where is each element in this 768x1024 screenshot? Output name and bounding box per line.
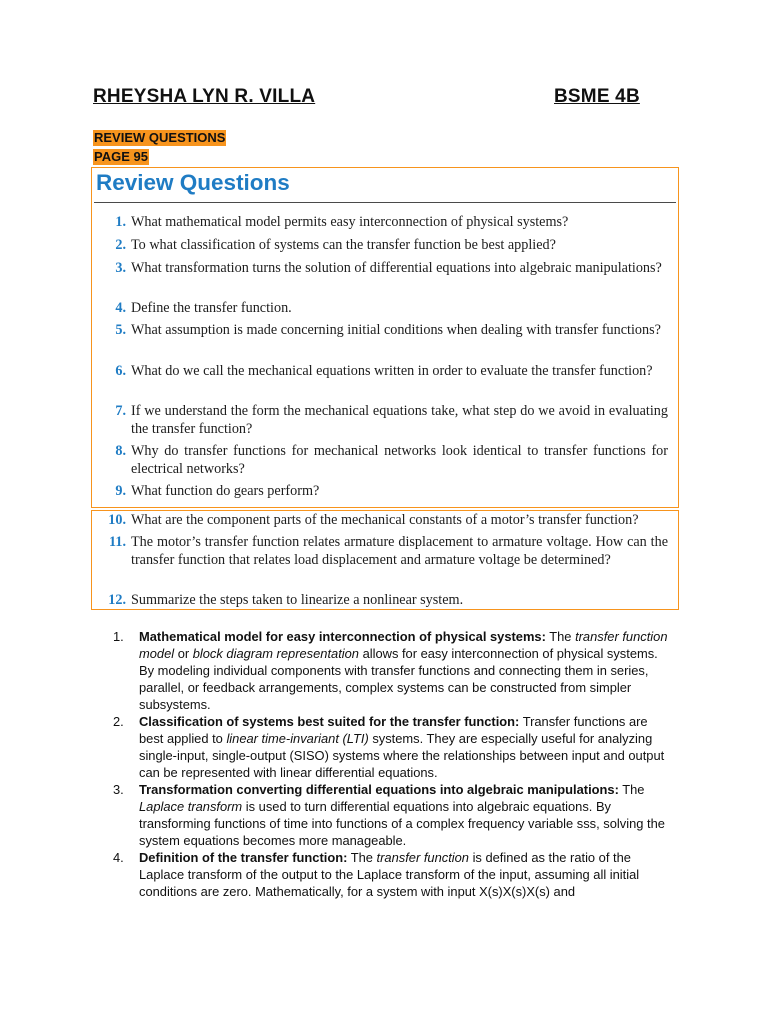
question-number: 11. [109, 534, 126, 550]
question-number: 10. [108, 512, 126, 528]
question-number: 6. [115, 363, 126, 379]
question-number: 8. [115, 443, 126, 459]
title-divider [94, 202, 676, 203]
question-text: What assumption is made concerning initial conditions when dealing with transfer functions? [131, 322, 661, 338]
answer-heading: Transformation converting differential equations into algebraic manipulations: [139, 782, 619, 797]
answer-heading: Classification of systems best suited for the transfer function: [139, 714, 520, 729]
question-item [102, 213, 668, 231]
question-number: 9. [115, 483, 126, 499]
question-text: The motor’s transfer function relates armature displacement to armature voltage. How can the transfer function that relates load displacement and armature voltage be determined? [131, 534, 668, 568]
answer-heading: Mathematical model for easy interconnection of physical systems: [139, 629, 546, 644]
question-item [102, 591, 668, 609]
question-text: What do we call the mechanical equations written in order to evaluate the transfer function? [131, 363, 653, 379]
section-label: BSME 4B [554, 86, 640, 107]
answer-body: Transformation converting differential equations into algebraic manipulations: The Laplace transform is used to turn differential equations into algebraic equations. By transforming functions of time into functions of a complex frequency variable sss, solving the system equations becomes more manageable. [139, 782, 665, 848]
question-text: What function do gears perform? [131, 483, 320, 499]
question-number: 1. [115, 214, 126, 230]
answer-item [113, 713, 675, 781]
question-text: Define the transfer function. [131, 300, 292, 316]
question-item [102, 236, 668, 254]
question-text: To what classification of systems can the transfer function be best applied? [131, 237, 556, 253]
question-number: 4. [115, 300, 126, 316]
question-item [102, 362, 668, 380]
question-item [102, 259, 668, 277]
question-item [102, 299, 668, 317]
answer-item [113, 781, 675, 849]
question-number: 7. [115, 403, 126, 419]
question-number: 2. [115, 237, 126, 253]
page-tag: PAGE 95 [94, 149, 148, 164]
review-questions-box-continued [91, 510, 679, 610]
question-item [102, 511, 668, 529]
answer-body: Definition of the transfer function: The transfer function is defined as the ratio of the Laplace transform of the output to the Laplace transform of the input, assuming all initial conditions are zero. Mathematically, for a system with input X(s)X(s)X(s) and [139, 850, 640, 899]
review-questions-box [91, 167, 679, 508]
student-name: RHEYSHA LYN R. VILLA [93, 86, 316, 107]
answer-heading: Definition of the transfer function: [139, 850, 348, 865]
review-questions-tag: REVIEW QUESTIONS [94, 130, 226, 145]
question-item [102, 321, 668, 339]
question-text: Summarize the steps taken to linearize a nonlinear system. [131, 592, 464, 608]
answer-number: 2. [113, 714, 124, 729]
answer-item [113, 628, 675, 713]
answer-item [113, 849, 675, 900]
question-number: 12. [108, 592, 126, 608]
header-line [93, 86, 649, 108]
question-text: What transformation turns the solution of differential equations into algebraic manipulations? [131, 260, 662, 276]
question-text: If we understand the form the mechanical equations take, what step do we avoid in evaluating the transfer function? [131, 403, 668, 437]
answer-body: Mathematical model for easy interconnection of physical systems: The transfer function model or block diagram representation allows for easy interconnection of physical systems. By modeling individual components with transfer functions and connecting them in series, parallel, or feedback arrangements, complex systems can be constructed from simpler subsystems. [139, 629, 668, 712]
review-box-title: Review Questions [96, 170, 290, 195]
answer-number: 1. [113, 629, 124, 644]
question-text: Why do transfer functions for mechanical networks look identical to transfer functions for electrical networks? [131, 443, 668, 477]
question-item [102, 402, 668, 438]
question-text: What are the component parts of the mechanical constants of a motor’s transfer function? [131, 512, 639, 528]
question-number: 5. [115, 322, 126, 338]
question-item [102, 482, 668, 500]
question-item [102, 442, 668, 478]
question-number: 3. [115, 260, 126, 276]
answer-number: 3. [113, 782, 124, 797]
question-item [102, 533, 668, 569]
answer-body: Classification of systems best suited for the transfer function: Transfer functions are best applied to linear time-invariant (LTI) systems. They are especially useful for analyzing single-input, single-output (SISO) systems where the relationships between input and output can be represented with linear differential equations. [139, 714, 665, 780]
answers-list [113, 628, 675, 900]
answer-number: 4. [113, 850, 124, 865]
question-text: What mathematical model permits easy interconnection of physical systems? [131, 214, 569, 230]
